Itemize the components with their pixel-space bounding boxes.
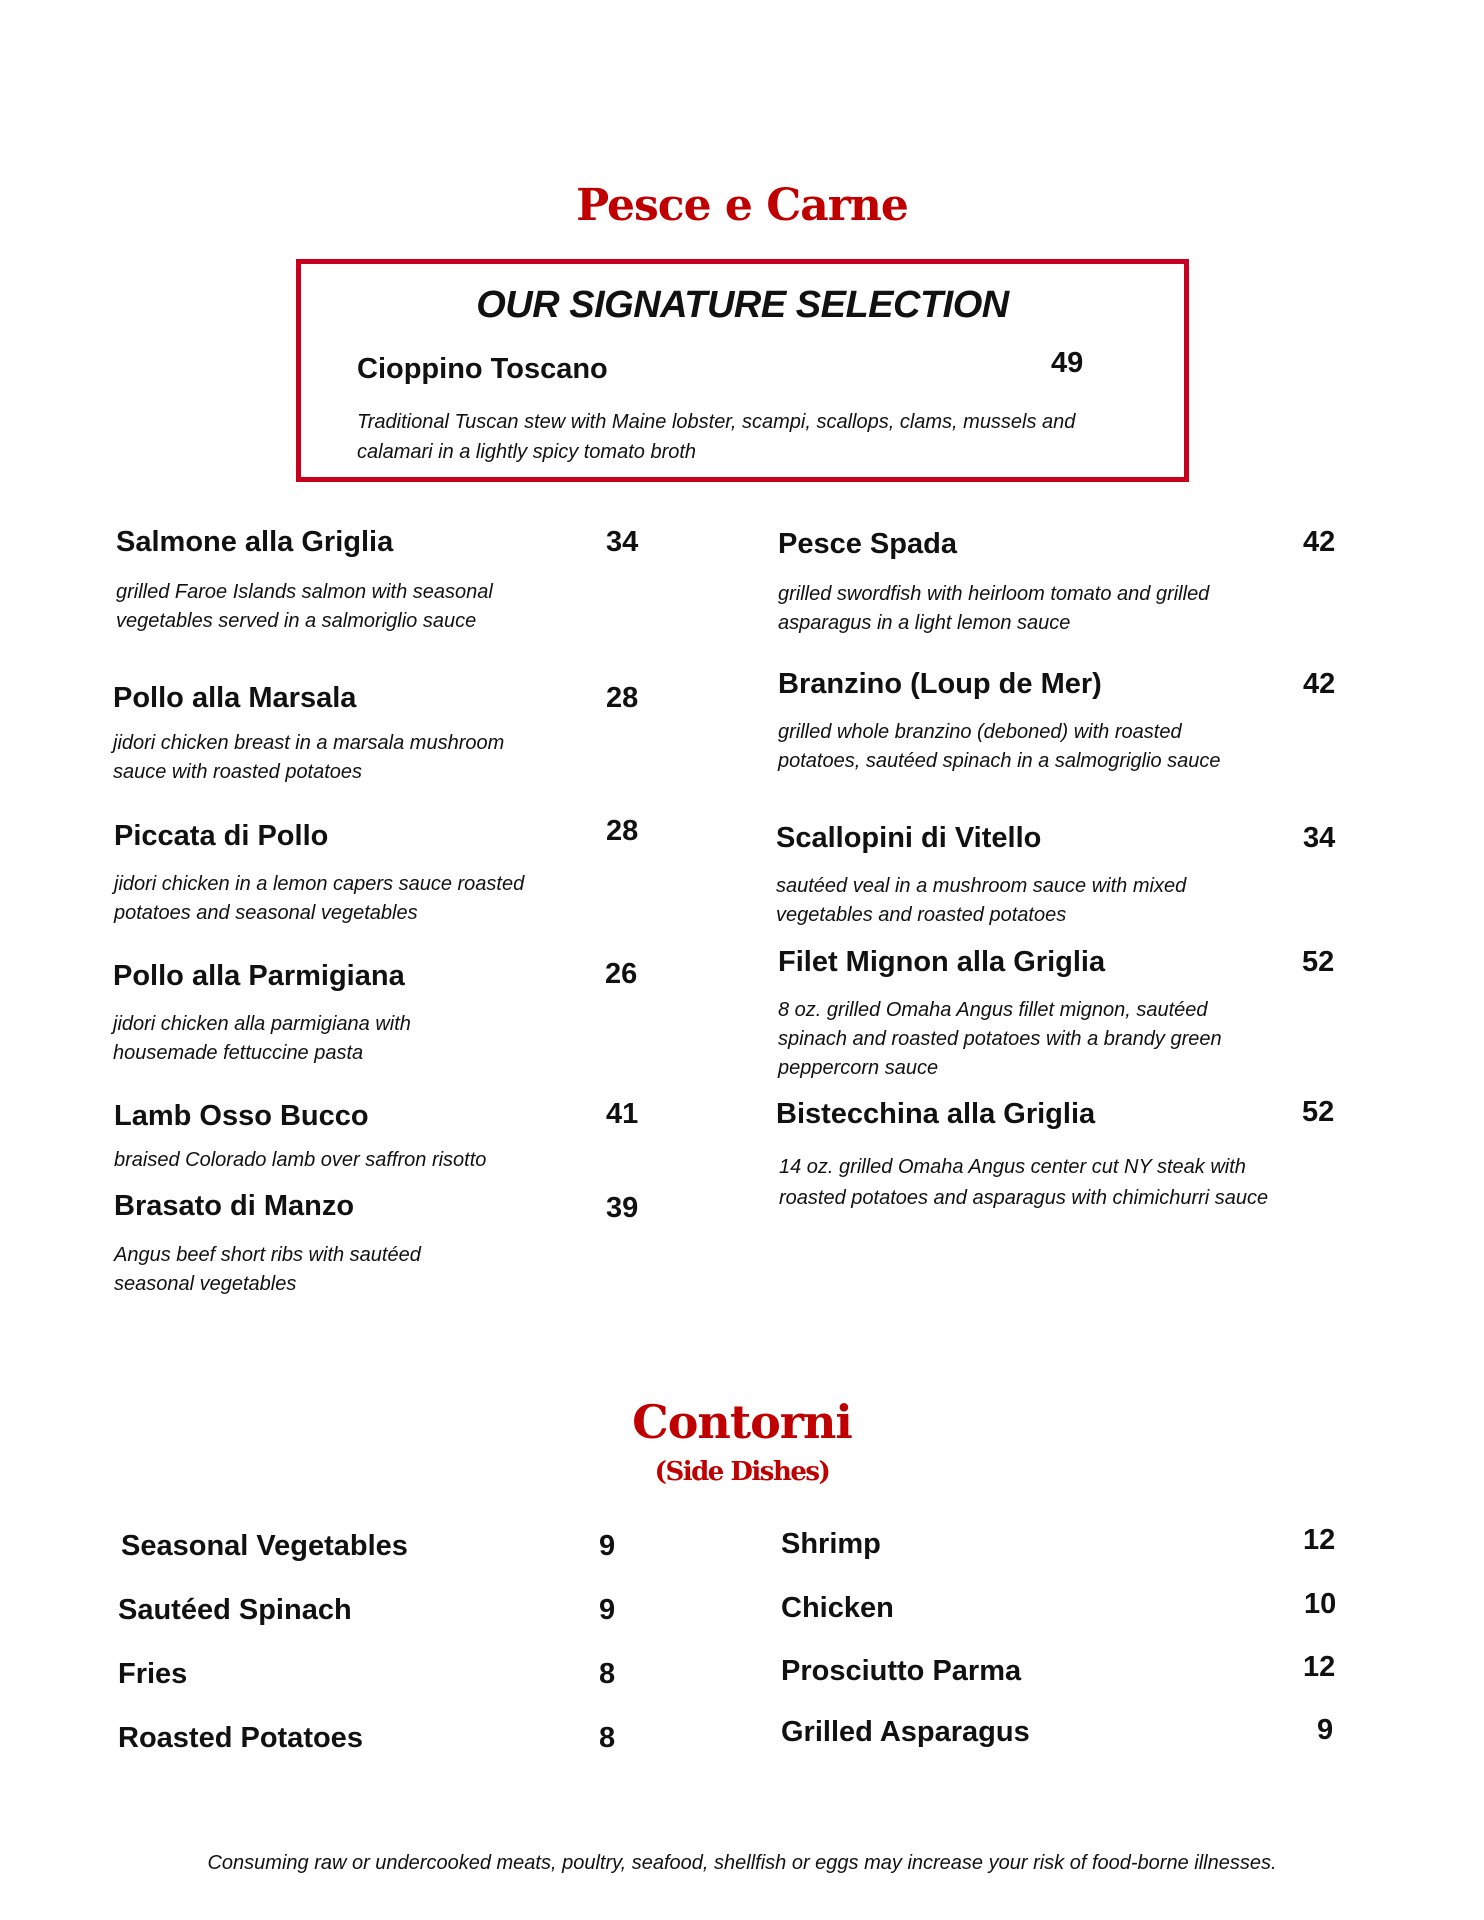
menu-item-description: jidori chicken alla parmigiana with housemade fettuccine pasta (113, 1013, 411, 1064)
signature-heading: OUR SIGNATURE SELECTION (476, 284, 1009, 326)
menu-item-price: 28 (606, 815, 639, 847)
menu-item-name: Bistecchina alla Griglia (776, 1098, 1096, 1130)
signature-item-price: 49 (1051, 347, 1084, 379)
side-item-name: Roasted Potatoes (118, 1722, 363, 1754)
menu-item-description: grilled Faroe Islands salmon with seasonal vegetables served in a salmoriglio sauce (116, 581, 493, 632)
menu-item-description: 14 oz. grilled Omaha Angus center cut NY steak with roasted potatoes and asparagus with chimichurri sauce (779, 1156, 1269, 1209)
menu-item-description: braised Colorado lamb over saffron risotto (114, 1149, 487, 1171)
contorni-subtitle: (Side Dishes) (654, 1457, 830, 1487)
contorni-title: Contorni (632, 1395, 852, 1449)
menu-item-description: grilled swordfish with heirloom tomato and grilled asparagus in a light lemon sauce (778, 583, 1210, 634)
menu-item-price: 34 (606, 526, 639, 558)
menu-item-description: jidori chicken breast in a marsala mushroom sauce with roasted potatoes (113, 732, 505, 783)
menu-item-name: Salmone alla Griglia (116, 526, 394, 558)
page-title: Pesce e Carne (576, 180, 908, 231)
menu-item-name: Brasato di Manzo (114, 1190, 355, 1222)
side-item-name: Grilled Asparagus (781, 1716, 1030, 1748)
menu-item-name: Lamb Osso Bucco (114, 1100, 369, 1132)
menu-item-price: 42 (1303, 526, 1336, 558)
side-item-price: 9 (599, 1530, 616, 1562)
side-item-price: 12 (1303, 1524, 1336, 1556)
menu-item-price: 26 (605, 958, 638, 990)
menu-item-price: 39 (606, 1192, 639, 1224)
menu-item-price: 42 (1303, 668, 1336, 700)
side-item-price: 12 (1303, 1651, 1336, 1683)
menu-item-name: Filet Mignon alla Griglia (778, 946, 1106, 978)
side-item-price: 9 (1317, 1714, 1334, 1746)
side-item-name: Sautéed Spinach (118, 1594, 352, 1626)
side-item-name: Seasonal Vegetables (121, 1530, 408, 1562)
menu-item-price: 28 (606, 682, 639, 714)
signature-item-description: Traditional Tuscan stew with Maine lobster, scampi, scallops, clams, mussels and calamari in a lightly spicy tomato broth (357, 411, 1076, 463)
side-item-price: 9 (599, 1594, 616, 1626)
menu-item-name: Pesce Spada (778, 528, 957, 560)
menu-item-description: Angus beef short ribs with sautéed seasonal vegetables (114, 1244, 421, 1295)
signature-box (296, 259, 1189, 482)
menu-item-price: 41 (606, 1098, 639, 1130)
menu-item-name: Pollo alla Parmigiana (113, 960, 405, 992)
menu-item-name: Scallopini di Vitello (776, 822, 1042, 854)
menu-item-price: 52 (1302, 1096, 1335, 1128)
menu-item-price: 52 (1302, 946, 1335, 978)
menu-item-name: Pollo alla Marsala (113, 682, 357, 714)
side-item-price: 8 (599, 1658, 616, 1690)
side-item-name: Chicken (781, 1592, 894, 1624)
menu-item-description: sautéed veal in a mushroom sauce with mixed vegetables and roasted potatoes (776, 875, 1187, 926)
side-item-name: Prosciutto Parma (781, 1655, 1022, 1687)
menu-item-price: 34 (1303, 822, 1336, 854)
menu-item-name: Piccata di Pollo (114, 820, 329, 852)
side-item-price: 8 (599, 1722, 616, 1754)
side-item-name: Shrimp (781, 1528, 881, 1560)
side-item-name: Fries (118, 1658, 188, 1690)
side-item-price: 10 (1304, 1588, 1337, 1620)
menu-item-name: Branzino (Loup de Mer) (778, 668, 1102, 700)
menu-item-description: jidori chicken in a lemon capers sauce roasted potatoes and seasonal vegetables (114, 873, 525, 924)
food-safety-disclaimer: Consuming raw or undercooked meats, poultry, seafood, shellfish or eggs may increase your risk of food-borne illnesses. (207, 1852, 1277, 1874)
menu-item-description: grilled whole branzino (deboned) with roasted potatoes, sautéed spinach in a salmogriglio sauce (778, 721, 1221, 772)
signature-item-name: Cioppino Toscano (357, 353, 608, 385)
menu-item-description: 8 oz. grilled Omaha Angus fillet mignon, sautéed spinach and roasted potatoes with a brandy green peppercorn sauce (778, 999, 1222, 1079)
